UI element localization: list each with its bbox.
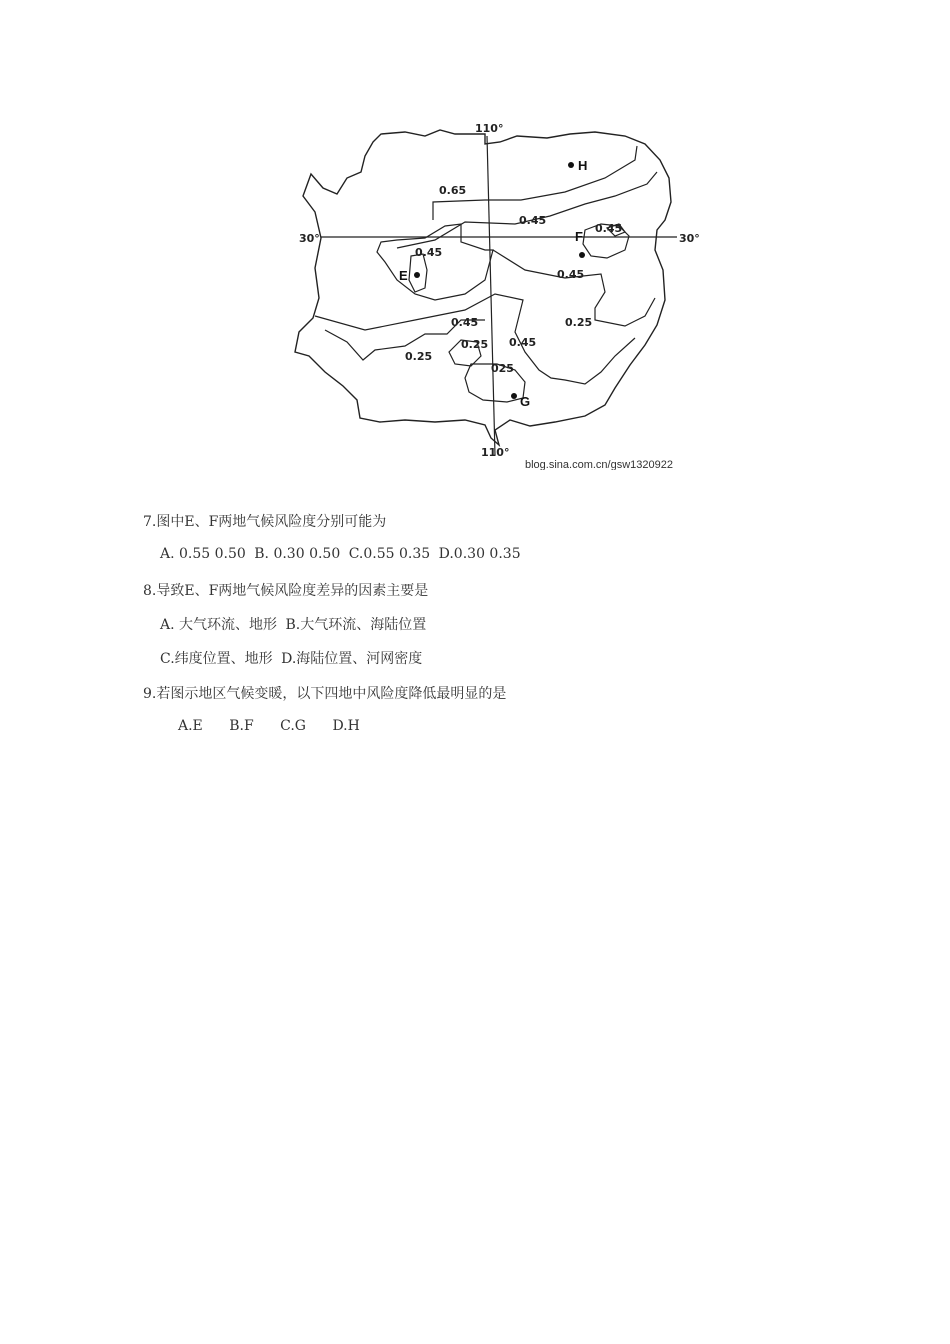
contour-label: 0.25 xyxy=(461,338,489,351)
option-b[interactable]: B.F xyxy=(229,718,254,734)
latitude-left-label: 30° xyxy=(299,232,320,245)
option-c[interactable]: C.G xyxy=(280,718,306,734)
contour-045-e-loop xyxy=(377,224,493,300)
contour-label: 0.45 xyxy=(557,268,585,281)
point-e-label: E xyxy=(399,268,408,283)
question-9-stem: 9.若图示地区气候变暖，以下四地中风险度降低最明显的是 xyxy=(143,686,507,702)
contour-025-east xyxy=(493,250,655,326)
climate-risk-map xyxy=(285,120,745,470)
point-h-label: H xyxy=(578,158,588,173)
question-8-options-line1 xyxy=(160,614,430,634)
option-d[interactable]: D.H xyxy=(332,718,360,734)
contour-label: 0.45 xyxy=(451,316,479,329)
question-7-stem: 7.图中E、F两地气候风险度分别可能为 xyxy=(143,514,387,530)
option-c[interactable]: C.0.55 0.35 xyxy=(348,546,431,562)
point-e-marker xyxy=(414,272,420,278)
watermark: blog.sina.com.cn/gsw1320922 xyxy=(525,459,673,470)
contour-label: 0.45 xyxy=(509,336,537,349)
contour-label: 0.65 xyxy=(439,184,467,197)
option-a[interactable]: A. 0.55 0.50 xyxy=(160,546,246,562)
option-c[interactable]: C.纬度位置、地形 xyxy=(160,651,273,667)
longitude-top-label: 110° xyxy=(475,122,504,135)
question-7-options xyxy=(160,546,525,562)
contour-label: 025 xyxy=(491,362,514,375)
latitude-right-label: 30° xyxy=(679,232,700,245)
longitude-bottom-label: 110° xyxy=(481,446,510,459)
point-f-marker xyxy=(579,252,585,258)
option-a[interactable]: A.E xyxy=(178,718,203,734)
option-b[interactable]: B.大气环流、海陆位置 xyxy=(285,617,427,633)
contour-label: 0.25 xyxy=(565,316,593,329)
contour-065-line xyxy=(433,146,637,220)
contour-label: 0.45 xyxy=(595,222,623,235)
option-d[interactable]: D.海陆位置、河网密度 xyxy=(281,651,423,667)
point-g-marker xyxy=(511,393,517,399)
question-9-options xyxy=(178,718,382,734)
contour-label: 0.25 xyxy=(405,350,433,363)
contour-label: 0.45 xyxy=(415,246,443,259)
question-8-stem: 8.导致E、F两地气候风险度差异的因素主要是 xyxy=(143,583,429,599)
question-8-options-line2 xyxy=(160,648,426,668)
option-a[interactable]: A. 大气环流、地形 xyxy=(160,617,278,633)
option-b[interactable]: B. 0.30 0.50 xyxy=(254,546,341,562)
point-g-label: G xyxy=(520,394,531,409)
option-d[interactable]: D.0.30 0.35 xyxy=(438,546,521,562)
point-h-marker xyxy=(568,162,574,168)
contour-label: 0.45 xyxy=(519,214,547,227)
region-outline xyxy=(295,130,671,445)
point-f-label: F xyxy=(575,229,583,244)
